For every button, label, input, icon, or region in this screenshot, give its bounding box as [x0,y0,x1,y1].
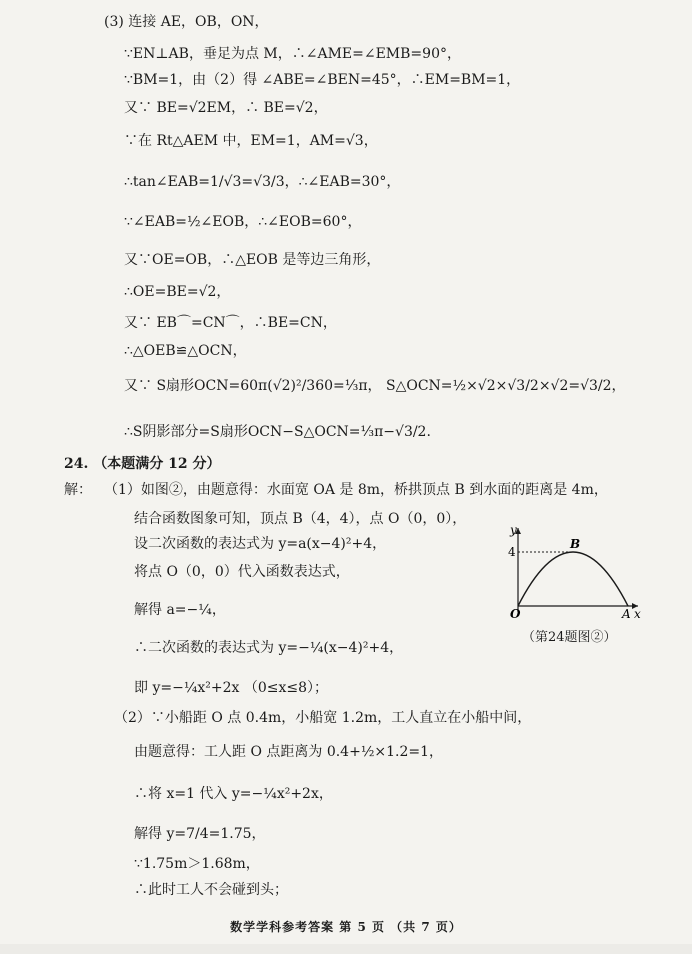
q24-line-6: ∴二次函数的表达式为 y=−¼(x−4)²+4， [134,640,404,656]
q24-line-7: 即 y=−¼x²+2x （0≤x≤8）； [134,680,329,696]
y-label: y [510,523,517,537]
q24-line-12: ∵1.75m＞1.68m， [134,856,260,872]
part3-line-12: 又∵ S扇形OCN=60π(√2)²/360=⅓π， S△OCN=½×√2×√3/2×√2=√3/2， [124,378,626,394]
part3-line-11: ∴△OEB≌△OCN， [124,343,247,359]
tick-four-label: 4 [508,545,516,559]
part3-line-13: ∴S阴影部分=S扇形OCN−S△OCN=⅓π−√3/2. [124,424,431,440]
vertex-b-label: B [570,537,581,551]
q24-line-2: 结合函数图象可知，顶点 B（4，4），点 O（0，0）， [134,511,467,527]
parabola-curve [518,552,628,606]
q24-line-11: 解得 y=7/4=1.75， [134,826,266,842]
page-footer: 数学学科参考答案 第 5 页 （共 7 页） [230,920,462,934]
parabola-figure [500,522,650,622]
solution-label: 解： [64,482,92,498]
q24-line-3: 设二次函数的表达式为 y=a(x−4)²+4， [134,536,387,552]
part3-line-5: ∵在 Rt△AEM 中，EM=1，AM=√3， [124,133,378,149]
part3-line-8: 又∵OE=OB，∴△EOB 是等边三角形， [124,252,381,268]
part3-line-4: 又∵ BE=√2EM，∴ BE=√2， [124,100,328,116]
part3-line-6: ∴tan∠EAB=1/√3=√3/3，∴∠EAB=30°， [124,174,401,190]
figure-caption: （第24题图②） [522,630,617,645]
part3-line-2: ∵EN⊥AB，垂足为点 M，∴∠AME=∠EMB=90°， [124,46,461,62]
q24-line-9: 由题意得：工人距 O 点距离为 0.4+½×1.2=1， [134,744,444,760]
q24-line-4: 将点 O（0，0）代入函数表达式， [134,564,350,580]
q24-line-10: ∴将 x=1 代入 y=−¼x²+2x， [134,786,333,802]
part3-line-10: 又∵ EB⌒=CN⌒，∴BE=CN， [124,315,337,331]
q24-line-13: ∴此时工人不会碰到头； [134,882,288,898]
bottom-band [0,944,692,954]
q24-line-8: （2）∵小船距 O 点 0.4m，小船宽 1.2m，工人直立在小船中间， [114,710,532,726]
point-a-label: A [622,607,631,621]
part3-line-7: ∵∠EAB=½∠EOB，∴∠EOB=60°， [124,214,362,230]
q24-line-5: 解得 a=−¼， [134,602,226,618]
origin-o-label: O [510,607,521,621]
q24-line-1: （1）如图②，由题意得：水面宽 OA 是 8m，桥拱顶点 B 到水面的距离是 4m， [104,482,608,498]
part3-line-1: (3) 连接 AE，OB，ON， [104,14,269,30]
q24-header: 24. （本题满分 12 分） [64,456,221,472]
x-label: x [634,607,641,621]
part3-line-9: ∴OE=BE=√2， [124,284,231,300]
part3-line-3: ∵BM=1，由（2）得 ∠ABE=∠BEN=45°，∴EM=BM=1， [124,72,521,88]
